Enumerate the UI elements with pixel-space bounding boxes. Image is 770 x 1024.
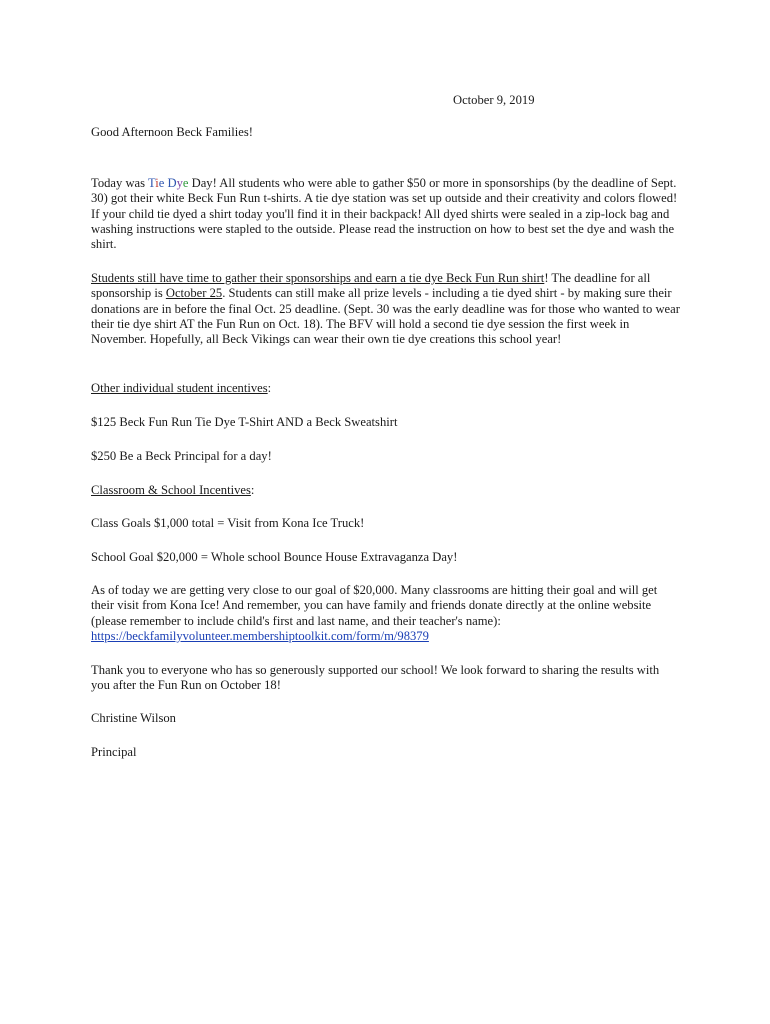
- thank-you-paragraph: Thank you to everyone who has so generously supported our school! We look forward to sharing the results with you after the Fun Run on October 18!: [91, 663, 660, 693]
- greeting: Good Afternoon Beck Families!: [91, 125, 253, 139]
- incentive-item: $125 Beck Fun Run Tie Dye T-Shirt AND a Beck Sweatshirt: [91, 415, 398, 429]
- classroom-incentives-heading-text: Classroom & School Incentives: [91, 483, 251, 497]
- p2-text-rest: . Students can still make all prize levels - including a tie dyed shirt - by making sure their donations are in before the final Oct. 25 deadline. (Sept. 30 was the early deadline was for those who wanted to wear their tie dye shirt AT the Fun Run on Oct. 18). The BFV will hold a second tie dye session the first week in November. Hopefully, all Beck Vikings can wear their own tie dye creations this school year!: [91, 286, 680, 347]
- class-goal: Class Goals $1,000 total = Visit from Kona Ice Truck!: [91, 516, 365, 530]
- signature-name: Christine Wilson: [91, 711, 176, 725]
- p3-text: As of today we are getting very close to our goal of $20,000. Many classrooms are hitting their goal and will get their visit from Kona Ice! And remember, you can have family and friends donate directly at the online website (please remember to include child's first and last name, and their teacher's name):: [91, 583, 658, 628]
- tie-letter-t: T: [147, 176, 156, 190]
- p1-text-start: Today was: [91, 176, 148, 190]
- individual-incentives-heading-text: Other individual student incentives: [91, 381, 268, 395]
- classroom-incentives-heading: Classroom & School Incentives:: [91, 483, 255, 497]
- tie-letter-e: e: [158, 176, 165, 190]
- sponsorship-lead-underlined: Students still have time to gather their sponsorships and earn a tie dye Beck Fun Run shirt: [91, 271, 545, 285]
- paragraph-tie-dye-day: [91, 176, 681, 252]
- paragraph-sponsorship-deadline: [91, 271, 681, 347]
- letter-date: October 9, 2019: [453, 93, 535, 107]
- deadline-date: October 25: [165, 286, 223, 301]
- dye-letter-e: e: [182, 176, 189, 190]
- tie-letter-i: i: [155, 176, 159, 190]
- p2-text-mid: ! The deadline for all sponsorship is: [91, 271, 651, 301]
- dye-letter-d: D: [167, 176, 177, 190]
- p1-text-rest: Day! All students who were able to gather $50 or more in sponsorships (by the deadline of Sept. 30) got their white Beck Fun Run t-shirts. A tie dye station was set up outside and their creativity and colors flowed! If your child tie dyed a shirt today you'll find it in their backpack! All dyed shirts were sealed in a zip-lock bag and washing instructions were stapled to the outside. Please read the instruction on how to best set the dye and wash the shirt.: [91, 176, 678, 252]
- donation-link[interactable]: https://beckfamilyvolunteer.membershiptoolkit.com/form/m/98379: [91, 628, 429, 643]
- incentive-item: $250 Be a Beck Principal for a day!: [91, 449, 272, 463]
- paragraph-progress: [91, 583, 681, 644]
- dye-letter-y: y: [176, 176, 183, 190]
- school-goal: School Goal $20,000 = Whole school Bounce House Extravaganza Day!: [91, 550, 458, 564]
- individual-incentives-heading: Other individual student incentives:: [91, 381, 272, 395]
- signature-title: Principal: [91, 745, 137, 759]
